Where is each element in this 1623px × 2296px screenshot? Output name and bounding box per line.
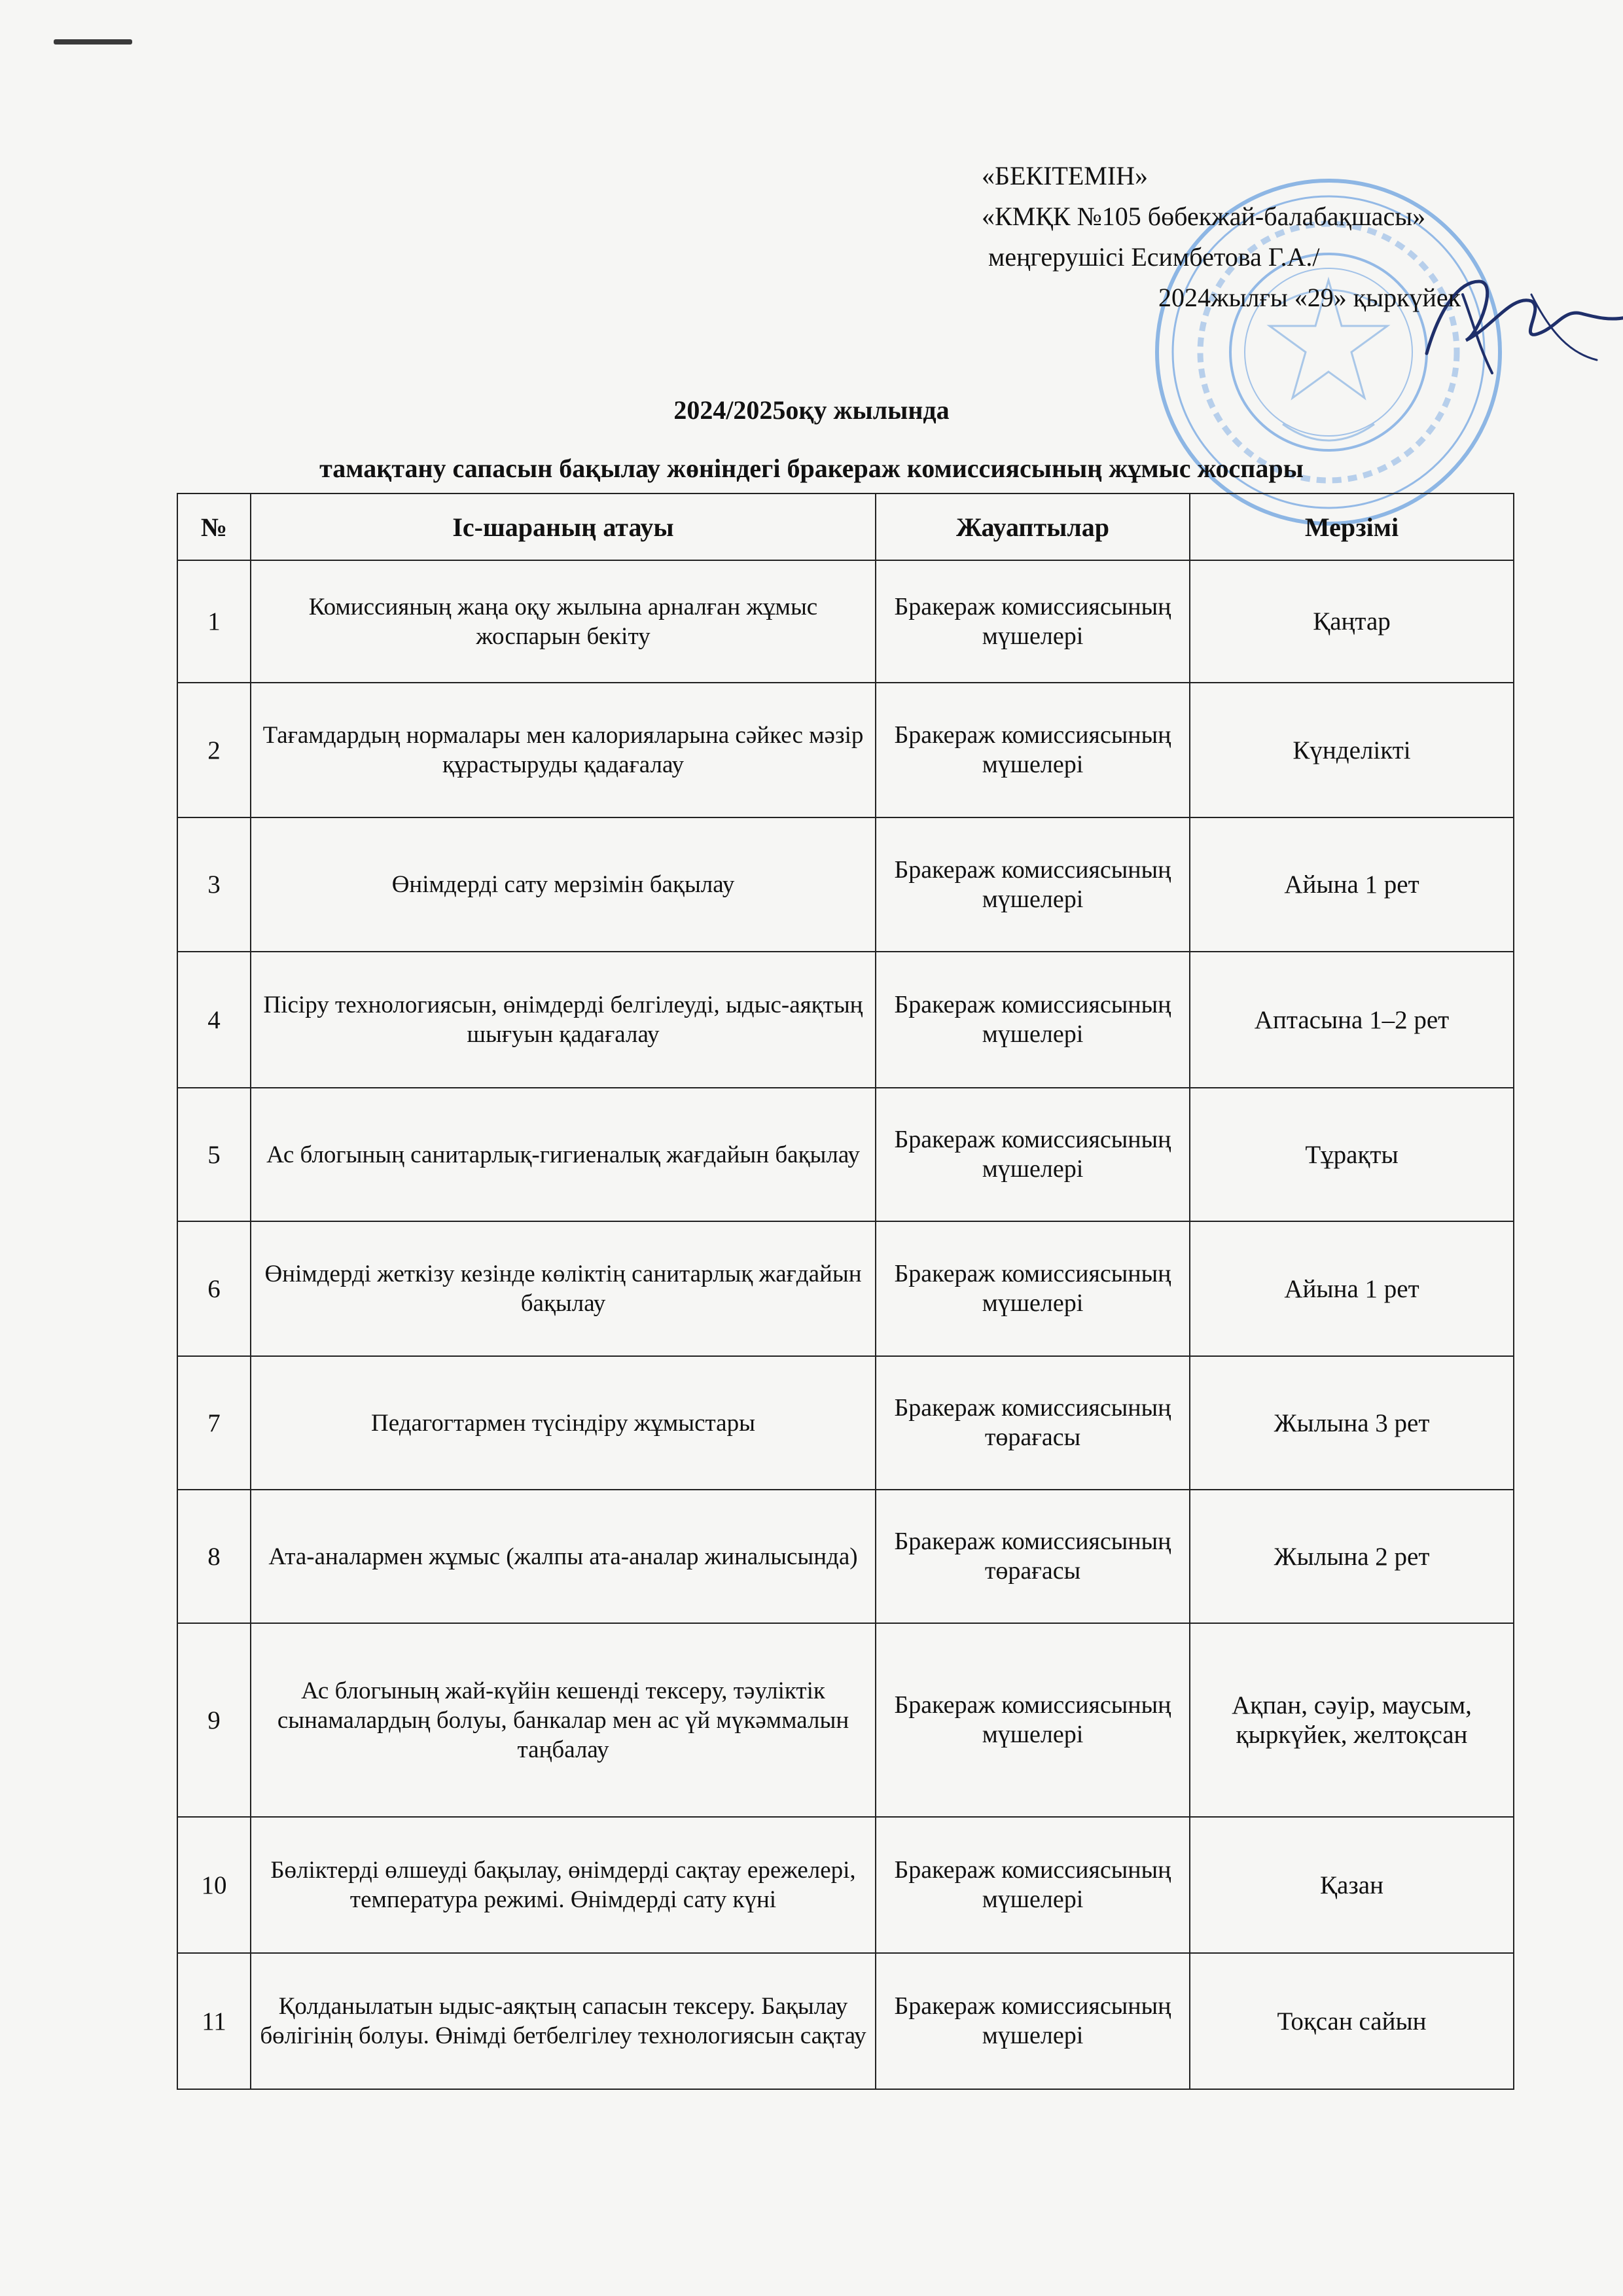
table-row <box>177 1953 1514 2089</box>
table-row <box>177 952 1514 1088</box>
row-responsible: Бракераж комиссиясының мүшелері <box>876 952 1190 1088</box>
row-activity: Өнімдерді сату мерзімін бақылау <box>251 817 876 952</box>
approval-organization: «КМҚК №105 бөбекжай-балабақшасы» <box>982 202 1426 231</box>
row-deadline: Айына 1 рет <box>1190 817 1514 952</box>
approval-date: 2024жылғы «29» қыркүйек <box>1158 283 1461 312</box>
row-responsible: Бракераж комиссиясының мүшелері <box>876 817 1190 952</box>
row-activity: Ата-аналармен жұмыс (жалпы ата-аналар жиналысында) <box>251 1490 876 1623</box>
row-number: 5 <box>177 1088 251 1221</box>
table-row <box>177 1356 1514 1490</box>
table-row <box>177 1221 1514 1356</box>
row-deadline: Жылына 2 рет <box>1190 1490 1514 1623</box>
row-deadline: Тұрақты <box>1190 1088 1514 1221</box>
row-activity: Комиссияның жаңа оқу жылына арналған жұмыс жоспарын бекіту <box>251 560 876 683</box>
table-row <box>177 1623 1514 1817</box>
row-activity: Ас блогының санитарлық-гигиеналық жағдайын бақылау <box>251 1088 876 1221</box>
row-deadline: Қазан <box>1190 1817 1514 1953</box>
table-row <box>177 1088 1514 1221</box>
row-responsible: Бракераж комиссиясының мүшелері <box>876 560 1190 683</box>
table-header-row <box>177 493 1514 560</box>
row-deadline: Ақпан, сәуір, маусым, қыркүйек, желтоқсан <box>1190 1623 1514 1817</box>
row-responsible: Бракераж комиссиясының төрағасы <box>876 1490 1190 1623</box>
approval-block <box>982 156 1597 318</box>
row-activity: Пісіру технологиясын, өнімдерді белгілеуді, ыдыс-аяқтың шығуын қадағалау <box>251 952 876 1088</box>
row-responsible: Бракераж комиссиясының мүшелері <box>876 683 1190 817</box>
row-responsible: Бракераж комиссиясының төрағасы <box>876 1356 1190 1490</box>
row-activity: Бөліктерді өлшеуді бақылау, өнімдерді сақтау ережелері, температура режимі. Өнімдерді сату күні <box>251 1817 876 1953</box>
header-number: № <box>177 493 251 560</box>
row-responsible: Бракераж комиссиясының мүшелері <box>876 1623 1190 1817</box>
row-responsible: Бракераж комиссиясының мүшелері <box>876 1088 1190 1221</box>
row-deadline: Тоқсан сайын <box>1190 1953 1514 2089</box>
row-number: 9 <box>177 1623 251 1817</box>
row-responsible: Бракераж комиссиясының мүшелері <box>876 1221 1190 1356</box>
row-activity: Тағамдардың нормалары мен калорияларына сәйкес мәзір құрастыруды қадағалау <box>251 683 876 817</box>
header-responsible: Жауаптылар <box>876 493 1190 560</box>
row-deadline: Жылына 3 рет <box>1190 1356 1514 1490</box>
work-plan-table <box>177 493 1514 2090</box>
document-title-main: тамақтану сапасын бақылау жөніндегі бракераж комиссиясының жұмыс жоспары <box>319 454 1304 483</box>
row-number: 11 <box>177 1953 251 2089</box>
row-activity: Педагогтармен түсіндіру жұмыстары <box>251 1356 876 1490</box>
row-activity: Қолданылатын ыдыс-аяқтың сапасын тексеру. Бақылау бөлігінің болуы. Өнімді бетбелгілеу технологиясын сақтау <box>251 1953 876 2089</box>
row-number: 7 <box>177 1356 251 1490</box>
header-deadline: Мерзімі <box>1190 493 1514 560</box>
approval-heading: «БЕКІТЕМІН» <box>982 161 1149 190</box>
approval-head-name: меңгерушісі Есимбетова Г.А./ <box>988 242 1320 272</box>
row-number: 10 <box>177 1817 251 1953</box>
table-row <box>177 683 1514 817</box>
header-activity: Іс-шараның атауы <box>251 493 876 560</box>
table-row <box>177 1817 1514 1953</box>
scan-edge-mark <box>54 39 132 45</box>
row-deadline: Аптасына 1–2 рет <box>1190 952 1514 1088</box>
row-activity: Ас блогының жай-күйін кешенді тексеру, тәуліктік сынамалардың болуы, банкалар мен ас үй мүкәммалын таңбалау <box>251 1623 876 1817</box>
row-responsible: Бракераж комиссиясының мүшелері <box>876 1817 1190 1953</box>
row-deadline: Қаңтар <box>1190 560 1514 683</box>
row-number: 6 <box>177 1221 251 1356</box>
row-number: 3 <box>177 817 251 952</box>
row-number: 8 <box>177 1490 251 1623</box>
table-row <box>177 560 1514 683</box>
row-responsible: Бракераж комиссиясының мүшелері <box>876 1953 1190 2089</box>
row-number: 1 <box>177 560 251 683</box>
table-row <box>177 817 1514 952</box>
table-row <box>177 1490 1514 1623</box>
document-title-year: 2024/2025оқу жылында <box>673 395 950 425</box>
row-number: 2 <box>177 683 251 817</box>
row-activity: Өнімдерді жеткізу кезінде көліктің санитарлық жағдайын бақылау <box>251 1221 876 1356</box>
row-deadline: Айына 1 рет <box>1190 1221 1514 1356</box>
row-number: 4 <box>177 952 251 1088</box>
row-deadline: Күнделікті <box>1190 683 1514 817</box>
